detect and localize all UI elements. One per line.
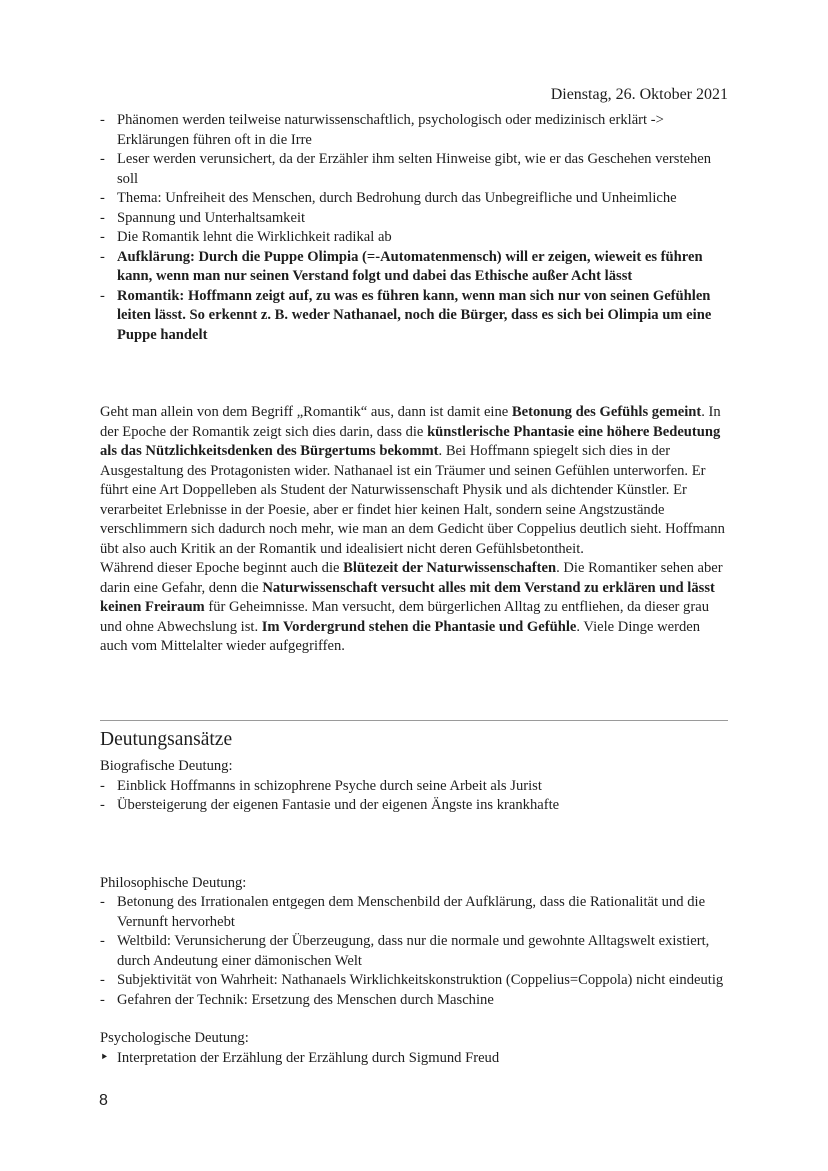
text-run: Spannung und Unterhaltsamkeit xyxy=(117,209,306,226)
group-label: Psychologische Deutung: xyxy=(100,1030,249,1046)
text-run: Leser werden verunsichert, da der Erzähler ihm selten Hinweise gibt, wie er das Geschehen verstehen soll xyxy=(117,151,712,187)
bold-text: Blütezeit der Naturwissenschaften xyxy=(343,560,557,576)
bullet-icon: - xyxy=(100,894,105,910)
text-run: . Bei Hoffmann spiegelt sich dies in der Ausgestaltung des Protagonisten wider. Nathanael ist ein Träumer und seinen Gefühlen unterworfen. Er führt eine Art Doppelleben als Student der Naturwissenschaft Physik und als dichtender Künstler. Er verarbeitet Erlebnisse in der Poesie, aber er findet hier keinen Halt, sondern seine Angstzustände verschlimmern sich dadurch noch mehr, wie man an dem Gedicht über Coppelius deutlich sieht. Hoffmann übt also auch Kritik an der Romantik und idealisiert nicht deren Gefühlsbetontheit. xyxy=(100,443,725,557)
text-run: Die Romantik lehnt die Wirklichkeit radikal ab xyxy=(117,229,392,245)
bold-text: Romantik: Hoffmann zeigt auf, zu was es führen kann, wenn man sich nur von seinen Gefühlen leiten lässt. So erkennt z. B. weder Nathanael, noch die Bürger, dass es sich bei Olimpia um eine Puppe handelt xyxy=(117,287,712,343)
list-item xyxy=(100,209,728,229)
list-item xyxy=(100,796,728,816)
list-item xyxy=(100,991,728,1011)
text-run: Thema: Unfreiheit des Menschen, durch Bedrohung durch das Unbegreifliche und Unheimliche xyxy=(117,190,677,206)
bullet-icon: - xyxy=(100,991,105,1008)
bullet-icon: ‣ xyxy=(100,1049,109,1066)
bullet-icon: - xyxy=(100,151,105,167)
text-run: . Viele Dinge werden auch vom Mittelalter wieder aufgegriffen. xyxy=(100,618,701,654)
group-list xyxy=(100,777,728,816)
list-item xyxy=(100,228,728,248)
bold-text: Im Vordergrund stehen die Phantasie und Gefühle xyxy=(261,618,577,635)
bullet-icon: - xyxy=(100,248,105,265)
group-list xyxy=(100,893,728,1010)
document-date: Dienstag, 26. Oktober 2021 xyxy=(550,86,728,103)
paragraph-naturwissenschaften xyxy=(100,559,728,657)
text-run: Übersteigerung der eigenen Fantasie und der eigenen Ängste ins krankhafte xyxy=(117,797,560,813)
text-run: Während dieser Epoche beginnt auch die xyxy=(100,560,344,576)
romantik-text xyxy=(100,403,728,657)
bullet-icon: - xyxy=(100,229,105,245)
paragraph-romantik xyxy=(100,403,728,559)
bullet-icon: - xyxy=(100,972,105,988)
list-item xyxy=(100,971,728,991)
section-divider xyxy=(100,720,728,721)
list-item xyxy=(100,932,728,971)
text-run: . Die Romantiker sehen aber darin eine Gefahr, denn die xyxy=(100,560,723,596)
bold-text: Aufklärung: Durch die Puppe Olimpia (=-Automatenmensch) will er zeigen, wieweit es führen kann, wenn man nur seinen Verstand folgt und dabei das Ethische außer Acht lässt xyxy=(117,248,703,284)
text-run: Betonung des Irrationalen entgegen dem Menschenbild der Aufklärung, dass die Rationalität und die Vernunft hervorhebt xyxy=(117,894,706,930)
group-list xyxy=(100,1049,728,1069)
bullet-icon: - xyxy=(100,797,105,813)
group-label: Philosophische Deutung: xyxy=(100,874,247,891)
page-number: 8 xyxy=(99,1092,108,1109)
group-biografisch xyxy=(100,757,728,816)
bullet-icon: - xyxy=(100,287,105,304)
group-label: Biografische Deutung: xyxy=(100,758,233,774)
list-item xyxy=(100,287,728,346)
bullet-icon: - xyxy=(100,209,105,226)
top-bullet-list xyxy=(100,111,728,345)
text-run: Phänomen werden teilweise naturwissenschaftlich, psychologisch oder medizinisch erklärt -> Erklärungen führen oft in die Irre xyxy=(117,112,664,148)
group-psychologisch xyxy=(100,1029,728,1068)
text-run: Einblick Hoffmanns in schizophrene Psyche durch seine Arbeit als Jurist xyxy=(117,777,542,794)
bold-text: Naturwissenschaft versucht alles mit dem Verstand zu erklären und lässt keinen Freiraum xyxy=(100,579,715,615)
section-heading: Deutungsansätze xyxy=(100,729,233,750)
bullet-icon: - xyxy=(100,933,105,949)
bullet-icon: - xyxy=(100,777,105,794)
text-run: Gefahren der Technik: Ersetzung des Menschen durch Maschine xyxy=(117,991,494,1008)
interpretation-groups xyxy=(100,757,728,1068)
list-item xyxy=(100,189,728,209)
list-item xyxy=(100,777,728,797)
bold-text: Betonung des Gefühls gemeint xyxy=(511,404,702,420)
bold-text: künstlerische Phantasie eine höhere Bedeutung als das Nützlichkeitsdenken des Bürgertums bekommt xyxy=(100,423,721,459)
bullet-icon: - xyxy=(100,112,105,128)
bullet-icon: - xyxy=(100,190,105,206)
text-run: Geht man allein von dem Begriff „Romantik“ aus, dann ist damit eine xyxy=(100,404,512,420)
text-run: . In der Epoche der Romantik zeigt sich dies darin, dass die xyxy=(100,404,721,440)
text-run: Weltbild: Verunsicherung der Überzeugung, dass nur die normale und gewohnte Alltagswelt existiert, durch Andeutung einer dämonischen Welt xyxy=(117,933,710,969)
list-item xyxy=(100,893,728,932)
text-run: Interpretation der Erzählung der Erzählung durch Sigmund Freud xyxy=(117,1049,500,1066)
group-philosophisch xyxy=(100,874,728,1011)
text-run: Subjektivität von Wahrheit: Nathanaels Wirklichkeitskonstruktion (Coppelius=Coppola) nicht eindeutig xyxy=(117,972,724,988)
list-item xyxy=(100,248,728,287)
list-item xyxy=(100,150,728,189)
text-run: für Geheimnisse. Man versucht, dem bürgerlichen Alltag zu entfliehen, da dieser grau und ohne Abwechslung ist. xyxy=(100,599,709,635)
list-item xyxy=(100,111,728,150)
list-item xyxy=(100,1049,728,1069)
